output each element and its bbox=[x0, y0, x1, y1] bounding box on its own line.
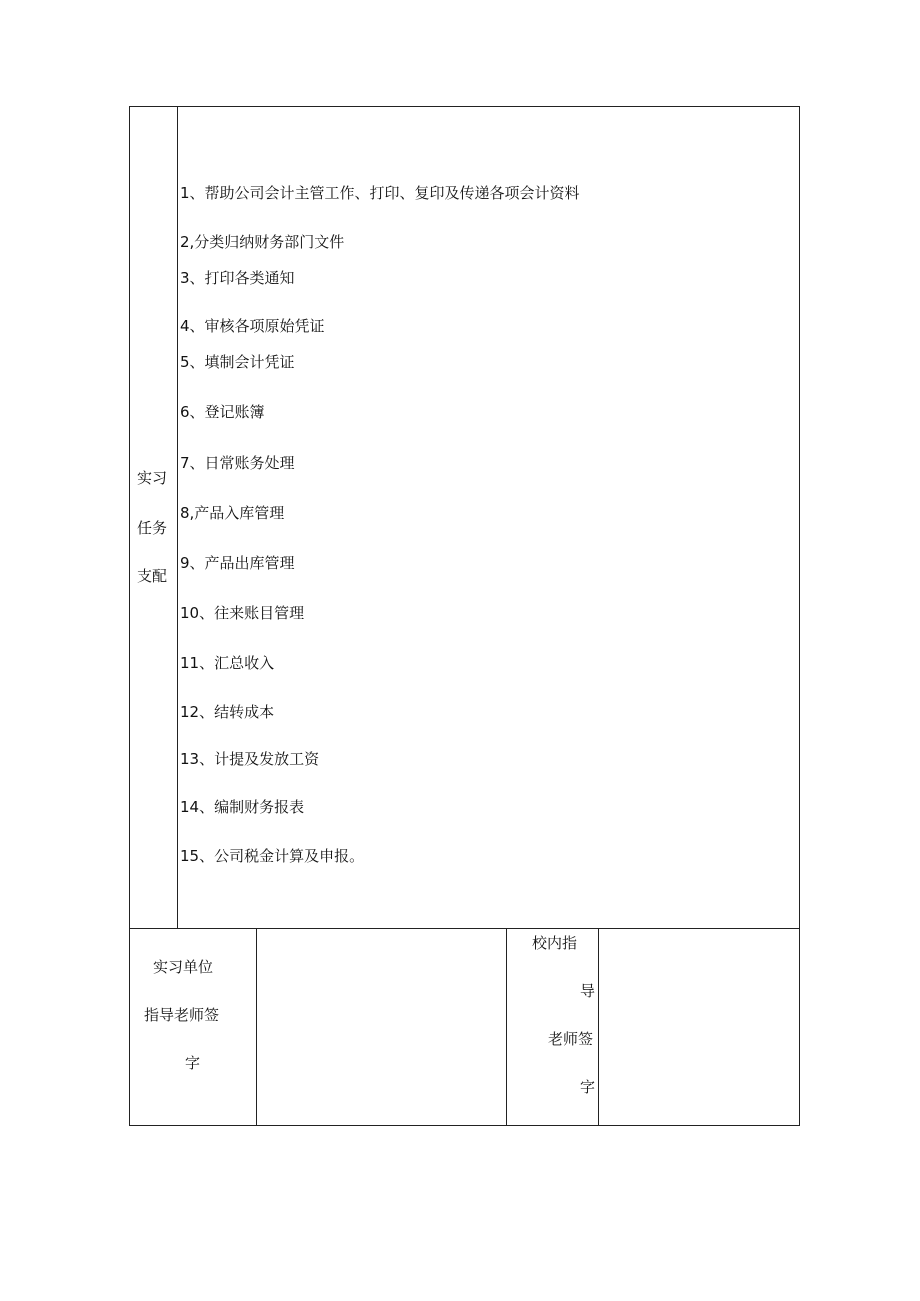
task-label-line-3: 支配 bbox=[137, 567, 168, 585]
task-item: 4、审核各项原始凭证 bbox=[180, 317, 325, 335]
task-item: 2,分类归纳财务部门文件 bbox=[180, 233, 345, 251]
task-item: 5、填制会计凭证 bbox=[180, 353, 295, 371]
school-label-left-divider bbox=[506, 928, 507, 1125]
task-item: 9、产品出库管理 bbox=[180, 554, 295, 572]
school-supervisor-label-line-1: 校内指 bbox=[532, 934, 578, 952]
task-item: 13、计提及发放工资 bbox=[180, 750, 320, 768]
school-supervisor-label-line-2: 导 bbox=[580, 982, 596, 1000]
task-item: 7、日常账务处理 bbox=[180, 454, 295, 472]
task-item: 6、登记账簿 bbox=[180, 403, 265, 421]
task-label-line-2: 任务 bbox=[137, 519, 168, 537]
unit-supervisor-label-line-2: 指导老师签 bbox=[144, 1006, 220, 1024]
table-left-border bbox=[129, 106, 130, 1126]
task-item: 8,产品入库管理 bbox=[180, 504, 285, 522]
task-item: 1、帮助公司会计主管工作、打印、复印及传递各项会计资料 bbox=[180, 184, 580, 202]
table-right-border bbox=[799, 106, 800, 1126]
school-supervisor-signature-area bbox=[599, 929, 799, 1125]
unit-supervisor-label-line-3: 字 bbox=[185, 1054, 201, 1072]
table-bottom-border bbox=[129, 1125, 800, 1126]
unit-supervisor-label-line-1: 实习单位 bbox=[153, 958, 214, 976]
task-item: 15、公司税金计算及申报。 bbox=[180, 847, 365, 865]
table-top-border bbox=[129, 106, 800, 107]
unit-supervisor-signature-area bbox=[257, 929, 506, 1125]
task-item: 11、汇总收入 bbox=[180, 654, 275, 672]
school-supervisor-label-line-3: 老师签 bbox=[548, 1030, 594, 1048]
task-label-divider bbox=[177, 106, 178, 928]
task-item: 14、编制财务报表 bbox=[180, 798, 305, 816]
task-item: 10、往来账目管理 bbox=[180, 604, 305, 622]
task-item: 12、结转成本 bbox=[180, 703, 275, 721]
task-item: 3、打印各类通知 bbox=[180, 269, 295, 287]
task-label-line-1: 实习 bbox=[137, 469, 168, 487]
school-supervisor-label-line-4: 字 bbox=[580, 1078, 596, 1096]
